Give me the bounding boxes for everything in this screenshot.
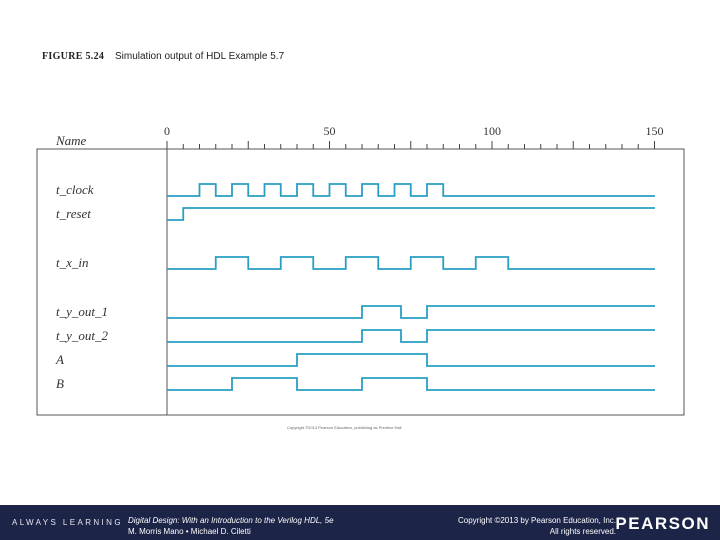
signal-name: t_clock: [56, 182, 94, 197]
signal-trace: [167, 330, 655, 342]
book-citation: [128, 515, 334, 537]
copyright-line-1: Copyright ©2013 by Pearson Education, Inc.: [458, 516, 616, 525]
copyright-line-2: All rights reserved.: [549, 527, 616, 536]
signal-trace: [167, 208, 655, 220]
signal-trace: [167, 378, 655, 390]
signal-traces: [55, 182, 655, 391]
pearson-logo: PEARSON: [615, 514, 710, 533]
figure-label: FIGURE 5.24: [42, 51, 105, 62]
signal-name: t_y_out_2: [56, 328, 108, 343]
footer-bar: [0, 505, 720, 540]
time-tick-label: 0: [164, 124, 170, 138]
time-scale-labels: [164, 124, 664, 138]
time-tick-label: 100: [483, 124, 501, 138]
image-credit: Copyright ©2013 Pearson Education, publishing as Prentice Hall: [287, 425, 402, 430]
signal-trace: [167, 184, 655, 196]
book-title: Digital Design: With an Introduction to the Verilog HDL, 5e: [128, 516, 334, 525]
signal-name: B: [56, 376, 64, 391]
time-tick-label: 50: [323, 124, 336, 138]
footer-tagline: ALWAYS LEARNING: [12, 518, 123, 527]
figure-description: Simulation output of HDL Example 5.7: [114, 51, 285, 62]
signal-trace: [167, 257, 655, 269]
signal-name: t_x_in: [56, 255, 89, 270]
signal-trace: [167, 354, 655, 366]
footer-copyright: [458, 515, 616, 537]
name-header: Name: [56, 133, 87, 148]
signal-trace: [167, 306, 655, 318]
signal-name: t_reset: [56, 206, 91, 221]
time-scale-ticks: [167, 141, 655, 149]
time-tick-label: 150: [645, 124, 664, 138]
waveform-frame: [37, 149, 684, 415]
signal-name: t_y_out_1: [56, 304, 108, 319]
signal-name: A: [56, 352, 64, 367]
book-authors: M. Morris Mano • Michael D. Ciletti: [128, 527, 251, 536]
